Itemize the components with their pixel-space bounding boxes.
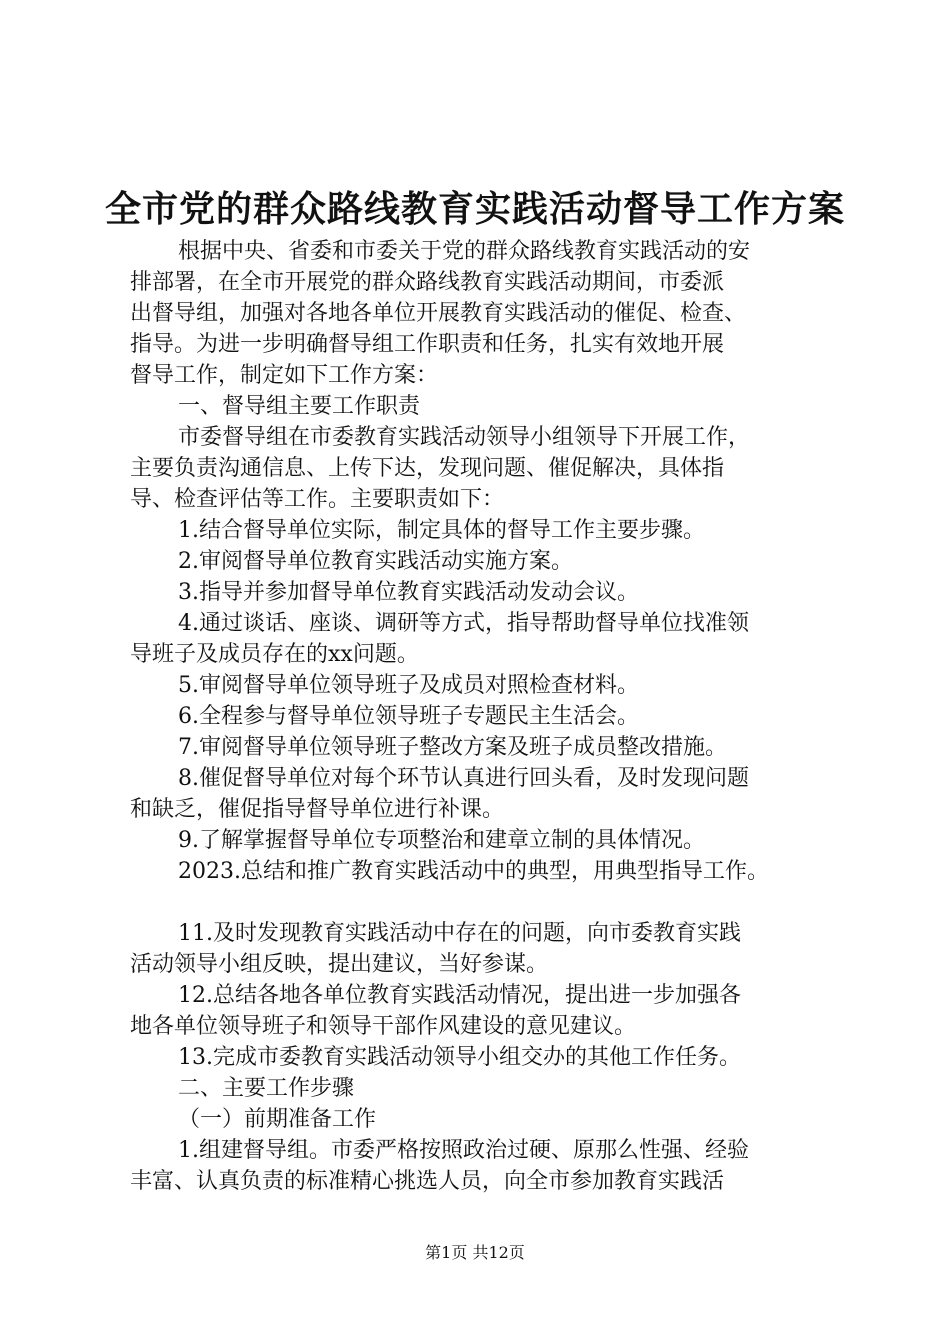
paragraph-intro — [130, 236, 840, 391]
text-line: 督导工作，制定如下工作方案： — [130, 363, 439, 388]
list-item — [130, 1135, 840, 1197]
document-title: 全市党的群众路线教育实践活动督导工作方案 — [104, 189, 845, 230]
text-line: 12.总结各地各单位教育实践活动情况，提出进一步加强各 — [178, 983, 741, 1008]
text-line: 活动领导小组反映，提出建议，当好参谋。 — [130, 952, 549, 977]
text-line: 和缺乏，催促指导督导单位进行补课。 — [130, 797, 505, 822]
list-item: 9.了解掌握督导单位专项整治和建章立制的具体情况。 — [178, 828, 705, 853]
list-item: 5.审阅督导单位领导班子及成员对照检查材料。 — [178, 673, 639, 698]
text-line: 出督导组，加强对各地各单位开展教育实践活动的催促、检查、 — [130, 301, 747, 326]
paragraph-duties-intro — [130, 422, 840, 515]
text-line: 排部署，在全市开展党的群众路线教育实践活动期间，市委派 — [130, 270, 725, 295]
list-item: 7.审阅督导单位领导班子整改方案及班子成员整改措施。 — [178, 735, 727, 760]
blank-line — [130, 887, 840, 918]
list-item: 1.结合督导单位实际，制定具体的督导工作主要步骤。 — [178, 518, 705, 543]
text-line: 4.通过谈话、座谈、调研等方式，指导帮助督导单位找准领 — [178, 611, 749, 636]
list-item — [130, 980, 840, 1042]
list-item: 13.完成市委教育实践活动领导小组交办的其他工作任务。 — [178, 1045, 741, 1070]
text-line: 市委督导组在市委教育实践活动领导小组领导下开展工作， — [178, 425, 751, 450]
text-line: 11.及时发现教育实践活动中存在的问题，向市委教育实践 — [178, 921, 741, 946]
page-footer: 第1页 共12页 — [425, 1243, 525, 1262]
text-line: 地各单位领导班子和领导干部作风建设的意见建议。 — [130, 1014, 637, 1039]
list-item — [130, 608, 840, 670]
list-item: 2023.总结和推广教育实践活动中的典型，用典型指导工作。 — [178, 859, 769, 884]
subsection-heading: （一）前期准备工作 — [178, 1107, 377, 1132]
text-line: 主要负责沟通信息、上传下达，发现问题、催促解决，具体指 — [130, 456, 725, 481]
text-line: 8.催促督导单位对每个环节认真进行回头看，及时发现问题 — [178, 766, 749, 791]
list-item — [130, 763, 840, 825]
section-heading-1: 一、督导组主要工作职责 — [178, 394, 421, 419]
list-item: 6.全程参与督导单位领导班子专题民主生活会。 — [178, 704, 639, 729]
list-item: 2.审阅督导单位教育实践活动实施方案。 — [178, 549, 573, 574]
text-line: 丰富、认真负责的标准精心挑选人员，向全市参加教育实践活 — [130, 1169, 725, 1194]
text-line: 1.组建督导组。市委严格按照政治过硬、原那么性强、经验 — [178, 1138, 749, 1163]
section-heading-2: 二、主要工作步骤 — [178, 1076, 355, 1101]
text-line: 导、检查评估等工作。主要职责如下： — [130, 487, 505, 512]
list-item: 3.指导并参加督导单位教育实践活动发动会议。 — [178, 580, 639, 605]
text-line: 导班子及成员存在的xx问题。 — [130, 642, 419, 667]
text-line: 根据中央、省委和市委关于党的群众路线教育实践活动的安 — [178, 239, 751, 264]
text-line: 指导。为进一步明确督导组工作职责和任务，扎实有效地开展 — [130, 332, 725, 357]
document-body — [130, 236, 840, 1197]
list-item — [130, 918, 840, 980]
